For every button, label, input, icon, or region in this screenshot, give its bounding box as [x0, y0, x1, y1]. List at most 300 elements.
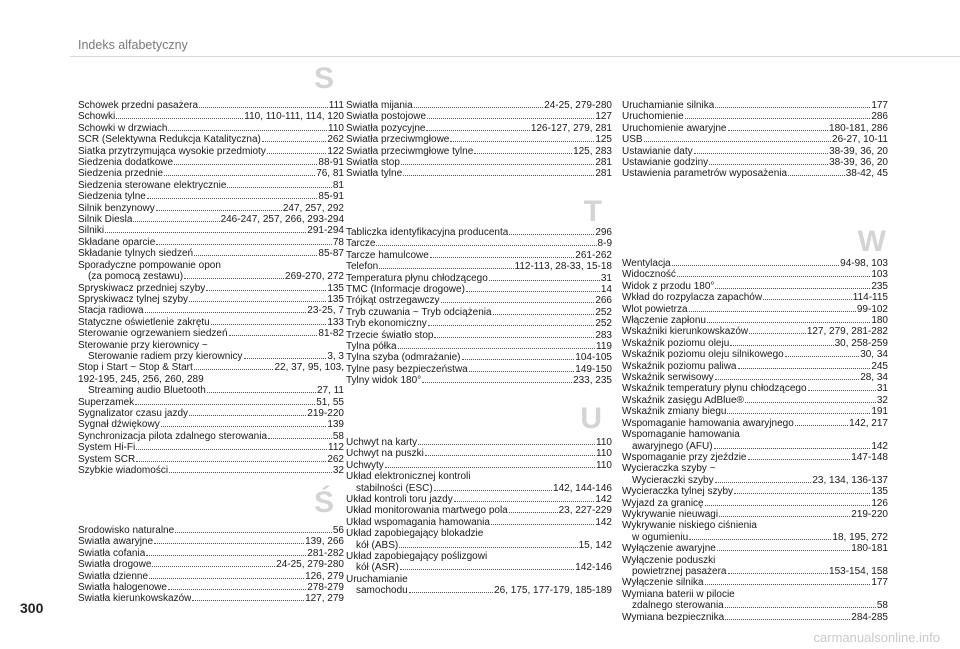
index-entry-term: kół (ASR)	[356, 562, 399, 574]
dot-leader	[709, 164, 828, 165]
index-entry-term: USB	[622, 134, 643, 146]
index-entry-term: Widok z przodu 180°	[622, 280, 715, 292]
dot-leader	[434, 490, 552, 491]
index-entry-term: Światła stop	[346, 157, 400, 169]
dot-leader	[244, 358, 327, 359]
dot-leader	[169, 472, 332, 473]
dot-leader	[105, 232, 306, 233]
index-entry-pages: 18, 195, 272	[832, 531, 888, 543]
dot-leader	[199, 107, 328, 108]
index-entry	[78, 191, 344, 202]
index-entry	[346, 295, 612, 306]
index-entry-term: Wspomaganie przy zjeździe	[622, 451, 747, 463]
index-entry-pages: 142-146	[575, 562, 612, 574]
index-entry-pages: 246-247, 257, 266, 293-294	[220, 214, 344, 226]
index-entry-term: samochodu	[356, 585, 408, 597]
dot-leader	[409, 592, 493, 593]
index-entry-term: Tryb ekonomiczny	[346, 318, 427, 330]
index-entry-term: Uchwyty	[346, 459, 384, 471]
index-entry-term: Szybkie wiadomości	[78, 465, 169, 476]
dot-leader	[149, 578, 304, 579]
index-entry	[78, 351, 344, 362]
index-entry-term: Wskaźnik zmiany biegu	[622, 406, 727, 418]
index-entry-term: Wyłączenie silnika	[622, 577, 704, 589]
index-entry-term: 192-195, 245, 256, 260, 289	[78, 373, 204, 385]
dot-leader	[403, 175, 594, 176]
section-u-cont	[622, 100, 888, 180]
index-entry	[346, 250, 612, 261]
dot-leader	[808, 390, 876, 391]
index-entry	[346, 100, 612, 111]
index-entry-pages: 103	[871, 269, 888, 281]
index-entry	[622, 406, 888, 417]
dot-leader	[730, 345, 833, 346]
dot-leader	[707, 322, 870, 323]
index-entry-term: Tarcze	[346, 238, 376, 250]
index-entry-pages: 139	[327, 419, 344, 431]
dot-leader	[189, 301, 326, 302]
index-entry-term: Składanie tylnych siedzeń	[78, 248, 194, 260]
section-s-acute-cont	[346, 100, 612, 180]
page-number: 300	[20, 600, 44, 616]
dot-leader	[509, 234, 594, 235]
index-entry	[78, 340, 344, 351]
index-entry-pages: 51, 55	[316, 396, 344, 408]
dot-leader	[161, 426, 327, 427]
index-entry-pages: 247, 257, 292	[282, 202, 344, 214]
index-entry	[346, 284, 612, 295]
dot-leader	[164, 175, 315, 176]
index-entry	[622, 349, 888, 360]
index-entry-term: Wkład do rozpylacza zapachów	[622, 292, 763, 304]
index-entry-term: Tylna szyba (odmrażanie)	[346, 352, 461, 364]
index-entry-term: w ogumieniu	[632, 531, 689, 543]
index-entry-pages: 110	[596, 459, 612, 471]
index-entry-term: Wyłączenie poduszki	[622, 554, 716, 566]
index-entry-term: Sygnał dźwiękowy	[78, 419, 160, 431]
index-entry-pages: 38-42, 45	[845, 168, 888, 180]
index-entry-pages: 177	[871, 577, 888, 589]
dot-leader	[441, 302, 595, 303]
index-entry	[622, 532, 888, 543]
index-entry	[346, 123, 612, 134]
index-entry	[346, 562, 612, 573]
index-entry-pages: 81-82	[318, 328, 344, 340]
index-entry	[78, 419, 344, 430]
index-entry	[346, 341, 612, 352]
index-entry-term: Wykrywanie niskiego ciśnienia	[622, 520, 757, 532]
index-entry-term: Synchronizacja pilota zdalnego sterowania	[78, 430, 268, 442]
dot-leader	[428, 325, 595, 326]
dot-leader	[133, 221, 219, 222]
index-entry	[622, 589, 888, 600]
index-entry	[622, 577, 888, 588]
index-entry-pages: 142, 217	[849, 417, 888, 429]
dot-leader	[136, 449, 327, 450]
dot-leader	[672, 265, 839, 266]
dot-leader	[689, 311, 856, 312]
dot-leader	[738, 368, 871, 369]
index-entry	[622, 100, 888, 111]
index-entry-pages: 24-25, 279-280	[276, 559, 344, 571]
dot-leader	[689, 539, 831, 540]
dot-leader	[418, 444, 595, 445]
index-entry-pages: 127, 279, 281-282	[806, 326, 888, 338]
index-entry	[78, 134, 344, 145]
index-entry	[346, 238, 612, 249]
index-entry	[622, 566, 888, 577]
index-entry-term: Światła awaryjne	[78, 536, 154, 548]
index-entry-term: Światła kierunkowskazów	[78, 593, 192, 605]
index-entry-term: Schowki w drzwiach	[78, 122, 168, 134]
index-entry-pages: 233, 235	[573, 375, 612, 387]
index-entry-pages: 111	[328, 100, 344, 111]
index-entry-term: Światła drogowe	[78, 559, 152, 571]
dot-leader	[422, 382, 572, 383]
dot-leader	[116, 118, 243, 119]
dot-leader	[414, 107, 543, 108]
dot-leader	[434, 337, 594, 338]
index-entry-pages: 56	[332, 525, 344, 536]
index-entry-term: Układ kontroli toru jazdy	[346, 494, 453, 506]
index-entry	[622, 429, 888, 440]
index-entry-term: Światła przeciwmgłowe tylne	[346, 145, 474, 157]
index-entry-pages: 8-9	[597, 238, 612, 250]
index-entry-pages: 219-220	[851, 508, 888, 520]
index-entry-pages: 31	[876, 383, 888, 395]
index-entry	[622, 146, 888, 157]
index-entry	[78, 571, 344, 582]
index-entry-term: Schowek przedni pasażera	[78, 100, 199, 111]
index-entry-term: Silnik Diesla	[78, 214, 133, 226]
index-entry-pages: 133	[327, 316, 344, 328]
index-entry-term: awaryjnego (AFU)	[632, 440, 713, 452]
index-entry	[622, 486, 888, 497]
dot-leader	[462, 359, 575, 360]
index-entry-pages: 94-98, 103	[840, 258, 888, 269]
index-entry-pages: 153-154, 158	[829, 565, 888, 577]
dot-leader	[227, 187, 331, 188]
index-entry-term: Światła tylne	[346, 168, 403, 180]
page-header: Indeks alfabetyczny	[78, 38, 188, 52]
index-entry-pages: 30, 34	[860, 349, 888, 361]
index-entry-pages: 286	[871, 111, 888, 123]
index-entry-term: Wspomaganie hamowania	[622, 429, 740, 441]
dot-leader	[154, 543, 304, 544]
section-letter-s: S	[313, 62, 334, 95]
index-entry-pages: 139, 266	[305, 536, 344, 548]
index-entry	[78, 100, 344, 111]
index-entry-term: System Hi-Fi	[78, 442, 136, 454]
index-entry-term: Telefon	[346, 261, 379, 273]
index-entry	[78, 536, 344, 547]
dot-leader	[152, 566, 275, 567]
dot-leader	[156, 244, 332, 245]
index-entry	[346, 364, 612, 375]
index-entry	[622, 463, 888, 474]
index-entry	[346, 483, 612, 494]
index-entry-term: Wycieraczka szyby ~	[622, 463, 716, 475]
index-entry	[622, 338, 888, 349]
dot-leader	[469, 371, 575, 372]
dot-leader	[474, 153, 572, 154]
dot-leader	[749, 333, 806, 334]
dot-leader	[430, 257, 574, 258]
index-entry-pages: 180	[871, 315, 888, 327]
index-entry	[622, 315, 888, 326]
dot-leader	[189, 415, 306, 416]
index-entry-pages: 261-262	[575, 249, 612, 261]
dot-leader	[725, 607, 876, 608]
index-entry-pages: 281	[595, 157, 612, 169]
dot-leader	[734, 493, 870, 494]
index-entry-term: Wskaźnik poziomu oleju	[622, 337, 730, 349]
index-entry-term: Uchwyt na puszki	[346, 448, 424, 460]
index-entry	[78, 408, 344, 419]
index-entry-pages: 283	[595, 329, 612, 341]
index-entry-pages: 15, 142	[578, 539, 612, 551]
index-entry-pages: 284-285	[851, 611, 888, 623]
index-entry-pages: 14	[600, 284, 612, 296]
index-entry-pages: 26-27, 10-11	[832, 134, 888, 146]
dot-leader	[194, 369, 274, 370]
index-entry	[346, 585, 612, 596]
index-entry	[346, 111, 612, 122]
index-entry	[78, 559, 344, 570]
index-entry-term: Wlot powietrza	[622, 303, 688, 315]
index-entry	[622, 361, 888, 372]
index-entry-term: (za pomocą zestawu)	[88, 271, 184, 283]
index-entry-pages: 26, 175, 177-179, 185-189	[494, 585, 612, 597]
index-entry-pages: 278-279	[307, 582, 344, 594]
index-entry	[346, 134, 612, 145]
index-entry-pages: 99-102	[856, 303, 888, 315]
index-entry-pages: 126-127, 279, 281	[530, 122, 612, 134]
index-entry-pages: 219-220	[307, 407, 344, 419]
index-entry-term: Uruchomienie	[622, 111, 684, 123]
index-entry-term: Wskaźnik temperatury płynu chłodzącego	[622, 383, 807, 395]
index-entry-pages: 22, 37, 95, 103,	[274, 362, 344, 374]
dot-leader	[677, 276, 870, 277]
dot-leader	[788, 175, 845, 176]
dot-leader	[262, 141, 326, 142]
index-entry	[78, 305, 344, 316]
dot-leader	[491, 524, 594, 525]
index-entry-term: Siedzenia dodatkowe	[78, 157, 174, 169]
index-entry-pages: 126, 279	[305, 570, 344, 582]
header-divider	[70, 56, 960, 57]
index-entry	[346, 448, 612, 459]
index-entry-pages: 110	[328, 122, 344, 134]
index-entry	[622, 383, 888, 394]
index-entry-pages: 23-25, 7	[307, 305, 344, 317]
index-entry	[78, 548, 344, 559]
index-entry-term: Układ zapobiegający blokadzie	[346, 528, 484, 540]
index-entry	[78, 260, 344, 271]
index-entry-term: Układ wspomagania hamowania	[346, 516, 490, 528]
index-entry	[346, 437, 612, 448]
index-entry-pages: 142	[595, 516, 612, 528]
index-entry	[78, 294, 344, 305]
index-entry-pages: 262	[327, 453, 344, 465]
index-entry-term: Tylny widok 180°	[346, 375, 422, 387]
index-entry	[78, 454, 344, 465]
index-entry-pages: 262	[327, 134, 344, 146]
watermark: carmanualsonline.info	[813, 630, 940, 645]
dot-leader	[725, 619, 850, 620]
index-entry	[78, 180, 344, 191]
index-entry	[622, 543, 888, 554]
dot-leader	[715, 379, 860, 380]
section-letter-s-acute: Ś	[313, 486, 334, 519]
index-entry-term: Trzecie światło stop	[346, 329, 434, 341]
dot-leader	[717, 550, 850, 551]
index-entry	[346, 261, 612, 272]
index-entry-term: Ustawienia parametrów wyposażenia	[622, 168, 788, 180]
index-entry-term: Silniki	[78, 225, 105, 237]
index-entry-term: Światła halogenowe	[78, 582, 167, 594]
index-entry-term: Widoczność	[622, 269, 676, 281]
index-entry-term: Wyjazd za granicę	[622, 497, 704, 509]
index-entry-pages: 135	[327, 282, 344, 294]
index-entry-pages: 85-91	[318, 191, 344, 203]
index-entry-pages: 78	[332, 236, 344, 248]
index-entry	[622, 157, 888, 168]
index-entry-term: Tylne pasy bezpieczeństwa	[346, 363, 468, 375]
index-entry	[346, 551, 612, 562]
index-entry-term: Sporadyczne pompowanie opon	[78, 259, 221, 271]
section-s-acute	[78, 525, 344, 605]
dot-leader	[268, 438, 332, 439]
index-entry-pages: 149-150	[575, 363, 612, 375]
index-entry-pages: 110, 110-111, 114, 120	[244, 111, 344, 123]
index-entry	[346, 146, 612, 157]
dot-leader	[763, 299, 852, 300]
index-entry-term: Uruchomienie awaryjne	[622, 122, 727, 134]
index-entry-term: Wycieraczki szyby	[632, 474, 714, 486]
index-entry-term: kół (ABS)	[356, 539, 399, 551]
section-s	[78, 100, 344, 476]
dot-leader	[400, 569, 575, 570]
index-entry-pages: 142, 144-146	[553, 482, 612, 494]
section-w	[622, 258, 888, 623]
section-letter-t: T	[583, 195, 602, 228]
index-entry-pages: 142	[595, 494, 612, 506]
index-entry-term: powietrznej pasażera	[632, 565, 727, 577]
index-entry	[346, 375, 612, 386]
dot-leader	[745, 402, 876, 403]
index-entry-pages: 235	[871, 280, 888, 292]
index-entry-term: Siatka przytrzymująca wysokie przedmioty	[78, 145, 266, 157]
index-entry	[346, 494, 612, 505]
index-entry-pages: 281	[595, 168, 612, 180]
index-entry-pages: 291-294	[307, 225, 344, 237]
dot-leader	[192, 600, 304, 601]
dot-leader	[727, 413, 870, 414]
index-entry	[622, 111, 888, 122]
index-entry	[78, 214, 344, 225]
index-entry-term: Wskaźnik zasięgu AdBlue®	[622, 394, 744, 406]
index-entry-pages: 110	[596, 437, 612, 448]
index-entry-term: Siedzenia sterowane elektrycznie	[78, 179, 227, 191]
index-entry-pages: 104-105	[575, 352, 612, 364]
dot-leader	[715, 482, 812, 483]
index-entry-term: Sterowanie ogrzewaniem siedzeń	[78, 328, 228, 340]
dot-leader	[509, 512, 558, 513]
index-entry-term: Uruchamianie	[346, 573, 408, 585]
index-entry-pages: 38-39, 36, 20	[829, 157, 888, 169]
dot-leader	[426, 130, 529, 131]
dot-leader	[174, 164, 317, 165]
index-entry-term: Ustawianie godziny	[622, 157, 709, 169]
index-entry-term: Wskaźnik poziomu oleju silnikowego	[622, 349, 784, 361]
dot-leader	[425, 455, 595, 456]
index-entry-pages: 122	[327, 145, 344, 157]
index-entry-term: Temperatura płynu chłodzącego	[346, 272, 488, 284]
index-entry-term: Sygnalizator czasu jazdy	[78, 407, 189, 419]
index-entry-term: Światła cofania	[78, 547, 146, 559]
index-entry	[78, 465, 344, 476]
dot-leader	[184, 278, 284, 279]
index-entry-term: TMC (Informacje drogowe)	[346, 284, 465, 296]
dot-leader	[493, 314, 595, 315]
dot-leader	[685, 118, 871, 119]
index-entry	[78, 157, 344, 168]
index-entry	[622, 304, 888, 315]
index-entry-pages: 125	[595, 134, 612, 146]
index-entry-pages: 114-115	[852, 292, 888, 304]
index-entry-pages: 58	[332, 430, 344, 442]
index-entry	[346, 273, 612, 284]
index-entry	[346, 460, 612, 471]
index-entry-pages: 266	[595, 295, 612, 307]
index-entry-term: Układ elektronicznej kontroli	[346, 471, 471, 483]
dot-leader	[399, 547, 577, 548]
index-entry-term: Spryskiwacz przedniej szyby	[78, 282, 206, 294]
index-entry-term: Sterowanie radiem przy kierownicy	[88, 350, 243, 362]
index-entry-term: Tylna półka	[346, 341, 397, 353]
index-entry	[78, 283, 344, 294]
dot-leader	[147, 198, 318, 199]
index-entry	[78, 374, 344, 385]
dot-leader	[145, 312, 307, 313]
dot-leader	[454, 501, 595, 502]
index-entry-pages: 135	[871, 486, 888, 498]
dot-leader	[206, 290, 326, 291]
index-entry-term: Schowki	[78, 111, 116, 123]
index-entry-term: Siedzenia przednie	[78, 168, 164, 180]
index-entry-pages: 127, 279	[305, 593, 344, 605]
index-entry	[78, 123, 344, 134]
index-entry	[622, 258, 888, 269]
index-entry	[78, 111, 344, 122]
index-entry-term: Tarcze hamulcowe	[346, 249, 429, 261]
index-entry-pages: 252	[595, 306, 612, 318]
dot-leader	[715, 107, 870, 108]
index-entry	[78, 317, 344, 328]
index-entry	[622, 600, 888, 611]
index-entry-term: Wspomaganie hamowania awaryjnego	[622, 417, 794, 429]
index-entry-pages: 32	[332, 465, 344, 476]
index-entry-pages: 110	[596, 448, 612, 460]
dot-leader	[489, 280, 600, 281]
index-entry	[78, 385, 344, 396]
index-entry-pages: 3, 3	[327, 350, 344, 362]
index-entry	[622, 292, 888, 303]
index-entry-pages: 38-39, 36, 20	[829, 145, 888, 157]
index-entry-term: Wentylacja	[622, 258, 671, 269]
index-entry	[78, 225, 344, 236]
